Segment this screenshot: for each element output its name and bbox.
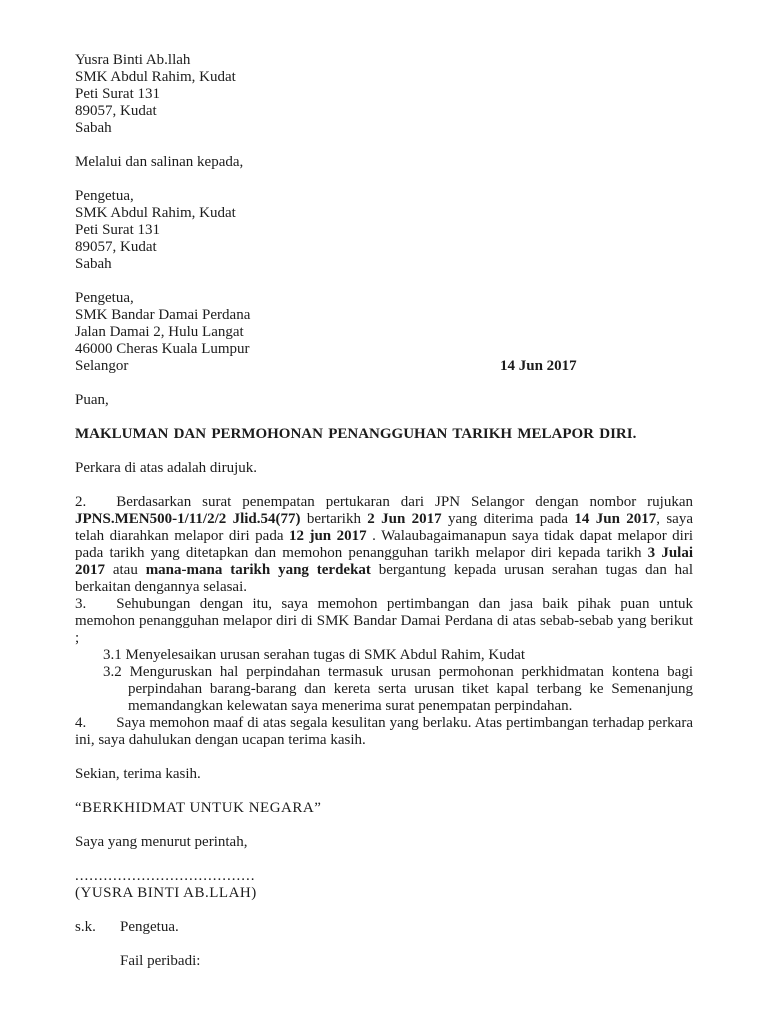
recipient-current-school: SMK Abdul Rahim, Kudat <box>75 205 236 221</box>
cc-label: s.k. <box>75 919 96 935</box>
closing-line: Sekian, terima kasih. <box>75 766 201 782</box>
letter-body <box>75 494 693 749</box>
recipient-current-state: Sabah <box>75 256 112 272</box>
cc-recipient: Pengetua. <box>120 919 179 935</box>
recipient-new-state: Selangor <box>75 358 129 374</box>
signature-block <box>75 868 693 902</box>
sign-off-line: Saya yang menurut perintah, <box>75 834 248 850</box>
sender-po-box: Peti Surat 131 <box>75 86 160 102</box>
cc-row <box>75 919 693 936</box>
recipient-new-title: Pengetua, <box>75 290 134 306</box>
letter-date: 14 Jun 2017 <box>500 358 577 374</box>
recipient-new-school: SMK Bandar Damai Perdana <box>75 307 251 323</box>
sender-name: Yusra Binti Ab.llah <box>75 52 191 68</box>
recipient-new-address <box>75 290 693 375</box>
recipient-current-po-box: Peti Surat 131 <box>75 222 160 238</box>
reference-line: Perkara di atas adalah dirujuk. <box>75 460 258 476</box>
paragraph-2: 2. Berdasarkan surat penempatan pertukaran dari JPN Selangor dengan nombor rujukan JPNS.MEN500-1/11/2/2 Jlid.54(77) bertarikh 2 Jun 2017 yang diterima pada 14 Jun 2017, saya telah diarahkan melapor diri pada 12 jun 2017 . Walaubagaimanapun saya tidak dapat melapor diri pada tarikh yang ditetapkan dan memohon penangguhan tarikh melapor diri kepada tarikh 3 Julai 2017 atau mana-mana tarikh yang terdekat bergantung kepada urusan serahan tugas dan hal berkaitan dengannya selasai. <box>75 494 694 595</box>
subject-line: MAKLUMAN DAN PERMOHONAN PENANGGUHAN TARIKH MELAPOR DIRI. <box>75 426 637 442</box>
subitem-3-2: 3.2 Menguruskan hal perpindahan termasuk urusan permohonan perkhidmatan kontena bagi perpindahan barang-barang dan kereta serta urusan tiket kapal terbang ke Semenanjung memandangkan kelewatan saya menerima surat penempatan perpindahan. <box>103 664 693 714</box>
motto-line: “BERKHIDMAT UNTUK NEGARA” <box>75 800 322 816</box>
paragraph-4: 4. Saya memohon maaf di atas segala kesulitan yang berlaku. Atas pertimbangan terhadap perkara ini, saya dahulukan dengan ucapan terima kasih. <box>75 715 693 748</box>
sender-state: Sabah <box>75 120 112 136</box>
recipient-current-postcode: 89057, Kudat <box>75 239 157 255</box>
signature-name: (YUSRA BINTI AB.LLAH) <box>75 885 257 901</box>
paragraph-3: 3. Sehubungan dengan itu, saya memohon pertimbangan dan jasa baik pihak puan untuk memohon penangguhan melapor diri di SMK Bandar Damai Perdana di atas sebab-sebab yang berikut ; <box>75 596 693 646</box>
salutation: Puan, <box>75 392 109 408</box>
sender-postcode: 89057, Kudat <box>75 103 157 119</box>
recipient-new-street: Jalan Damai 2, Hulu Langat <box>75 324 244 340</box>
recipient-current-address <box>75 188 693 273</box>
sender-school: SMK Abdul Rahim, Kudat <box>75 69 236 85</box>
recipient-new-postcode: 46000 Cheras Kuala Lumpur <box>75 341 250 357</box>
recipient-current-title: Pengetua, <box>75 188 134 204</box>
signature-dots: ...................................... <box>75 868 256 884</box>
via-note: Melalui dan salinan kepada, <box>75 154 244 170</box>
cc-file-note: Fail peribadi: <box>120 953 201 969</box>
recipient-new-state-line <box>75 358 693 375</box>
sender-address <box>75 52 693 137</box>
subitem-3-1: 3.1 Menyelesaikan urusan serahan tugas di SMK Abdul Rahim, Kudat <box>103 647 526 663</box>
